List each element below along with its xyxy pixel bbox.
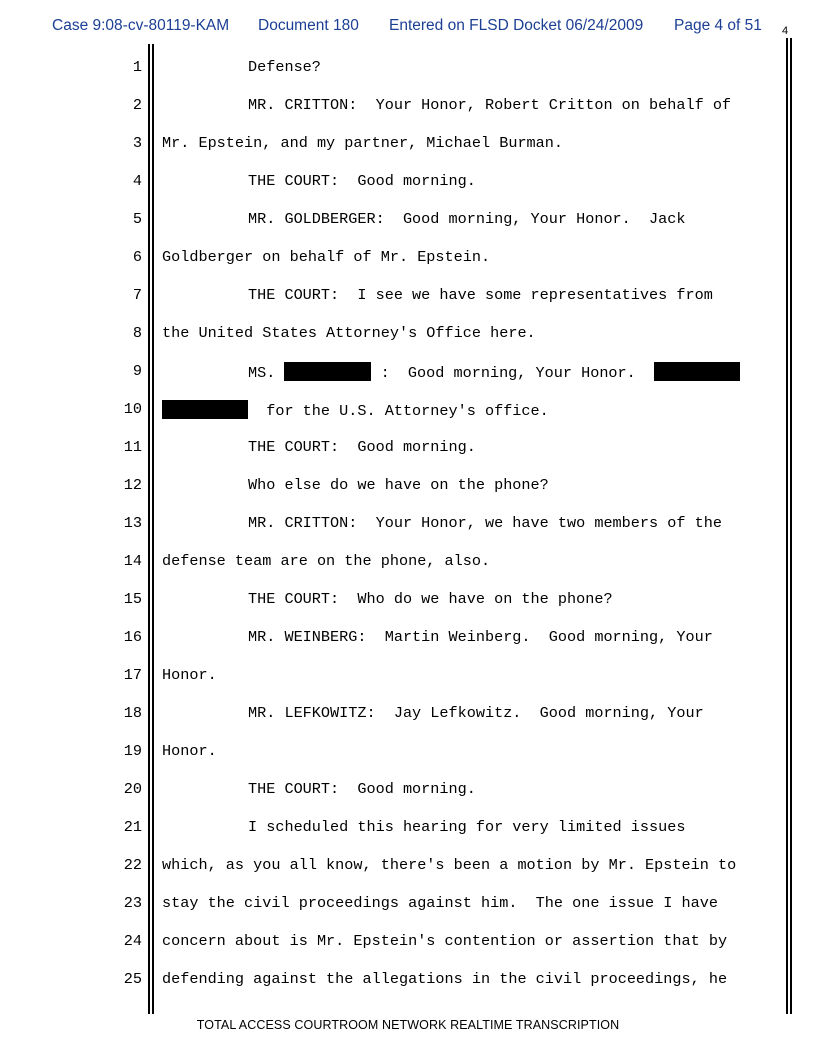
line-number: 25 [123, 970, 142, 988]
transcript-line [0, 428, 816, 466]
transcript-line [0, 846, 816, 884]
transcript-line [0, 86, 816, 124]
line-number: 18 [123, 704, 142, 722]
line-text: MR. CRITTON: Your Honor, we have two members of the [248, 514, 722, 532]
line-text [248, 362, 740, 382]
line-number: 2 [132, 96, 142, 114]
transcript-line [0, 808, 816, 846]
line-text: stay the civil proceedings against him. The one issue I have [162, 894, 718, 912]
line-number: 5 [132, 210, 142, 228]
line-number: 11 [123, 438, 142, 456]
line-text: Honor. [162, 666, 217, 684]
line-text: MR. LEFKOWITZ: Jay Lefkowitz. Good morning, Your [248, 704, 704, 722]
transcript-line [0, 732, 816, 770]
transcript-line [0, 466, 816, 504]
redaction-box [654, 362, 740, 381]
line-text: which, as you all know, there's been a motion by Mr. Epstein to [162, 856, 737, 874]
line-number: 8 [132, 324, 142, 342]
line-number: 3 [132, 134, 142, 152]
line-text: THE COURT: I see we have some representatives from [248, 286, 713, 304]
line-text: I scheduled this hearing for very limited issues [248, 818, 686, 836]
line-number: 16 [123, 628, 142, 646]
transcript-line [0, 124, 816, 162]
transcript-line [0, 390, 816, 428]
line-text: THE COURT: Good morning. [248, 438, 476, 456]
transcript-line [0, 922, 816, 960]
line-text: THE COURT: Good morning. [248, 780, 476, 798]
transcript-line [0, 504, 816, 542]
transcript-line [0, 618, 816, 656]
line-number: 6 [132, 248, 142, 266]
line-number: 24 [123, 932, 142, 950]
line-number: 14 [123, 552, 142, 570]
transcript-line [0, 162, 816, 200]
line-number: 21 [123, 818, 142, 836]
docket-entry-date: Entered on FLSD Docket 06/24/2009 [389, 17, 644, 34]
docket-header [0, 17, 816, 39]
line-text-continued: for the U.S. Attorney's office. [248, 402, 549, 420]
line-text: THE COURT: Good morning. [248, 172, 476, 190]
transcription-footer: TOTAL ACCESS COURTROOM NETWORK REALTIME TRANSCRIPTION [196, 1018, 620, 1032]
line-number: 19 [123, 742, 142, 760]
line-text: defending against the allegations in the civil proceedings, he [162, 970, 728, 988]
transcript-line [0, 200, 816, 238]
line-number: 12 [123, 476, 142, 494]
line-text: Defense? [248, 58, 321, 76]
line-text: Mr. Epstein, and my partner, Michael Burman. [162, 134, 564, 152]
redaction-box [284, 362, 371, 381]
transcript-line [0, 276, 816, 314]
line-text: Goldberger on behalf of Mr. Epstein. [162, 248, 491, 266]
line-text: MR. WEINBERG: Martin Weinberg. Good morning, Your [248, 628, 713, 646]
transcript-line [0, 352, 816, 390]
transcript-line [0, 656, 816, 694]
line-text: Honor. [162, 742, 217, 760]
line-number: 23 [123, 894, 142, 912]
line-text: the United States Attorney's Office here. [162, 324, 536, 342]
transcript-line [0, 960, 816, 998]
line-number: 17 [123, 666, 142, 684]
line-text: Who else do we have on the phone? [248, 476, 549, 494]
transcript-line [0, 48, 816, 86]
transcript-line [0, 884, 816, 922]
line-text [162, 400, 549, 420]
transcript-line [0, 580, 816, 618]
redaction-box [162, 400, 248, 419]
line-number: 7 [132, 286, 142, 304]
line-number: 1 [132, 58, 142, 76]
line-number: 22 [123, 856, 142, 874]
line-number: 20 [123, 780, 142, 798]
transcript-line [0, 770, 816, 808]
document-number: Document 180 [258, 17, 359, 34]
line-number: 15 [123, 590, 142, 608]
line-number: 4 [132, 172, 142, 190]
line-text-continued: : Good morning, Your Honor. [371, 364, 655, 382]
line-number: 10 [123, 400, 142, 418]
page-count: Page 4 of 51 [674, 17, 762, 34]
line-text: MR. CRITTON: Your Honor, Robert Critton on behalf of [248, 96, 732, 114]
line-number: 9 [132, 362, 142, 380]
transcript-line [0, 542, 816, 580]
transcript-line [0, 314, 816, 352]
transcript-line [0, 694, 816, 732]
speaker-prefix: MS. [248, 364, 285, 382]
line-text: THE COURT: Who do we have on the phone? [248, 590, 613, 608]
line-number: 13 [123, 514, 142, 532]
transcript-line [0, 238, 816, 276]
transcript-page-number: 4 [782, 25, 789, 37]
case-number: Case 9:08-cv-80119-KAM [52, 17, 230, 34]
line-text: MR. GOLDBERGER: Good morning, Your Honor. Jack [248, 210, 686, 228]
line-text: defense team are on the phone, also. [162, 552, 491, 570]
line-text: concern about is Mr. Epstein's contention or assertion that by [162, 932, 728, 950]
